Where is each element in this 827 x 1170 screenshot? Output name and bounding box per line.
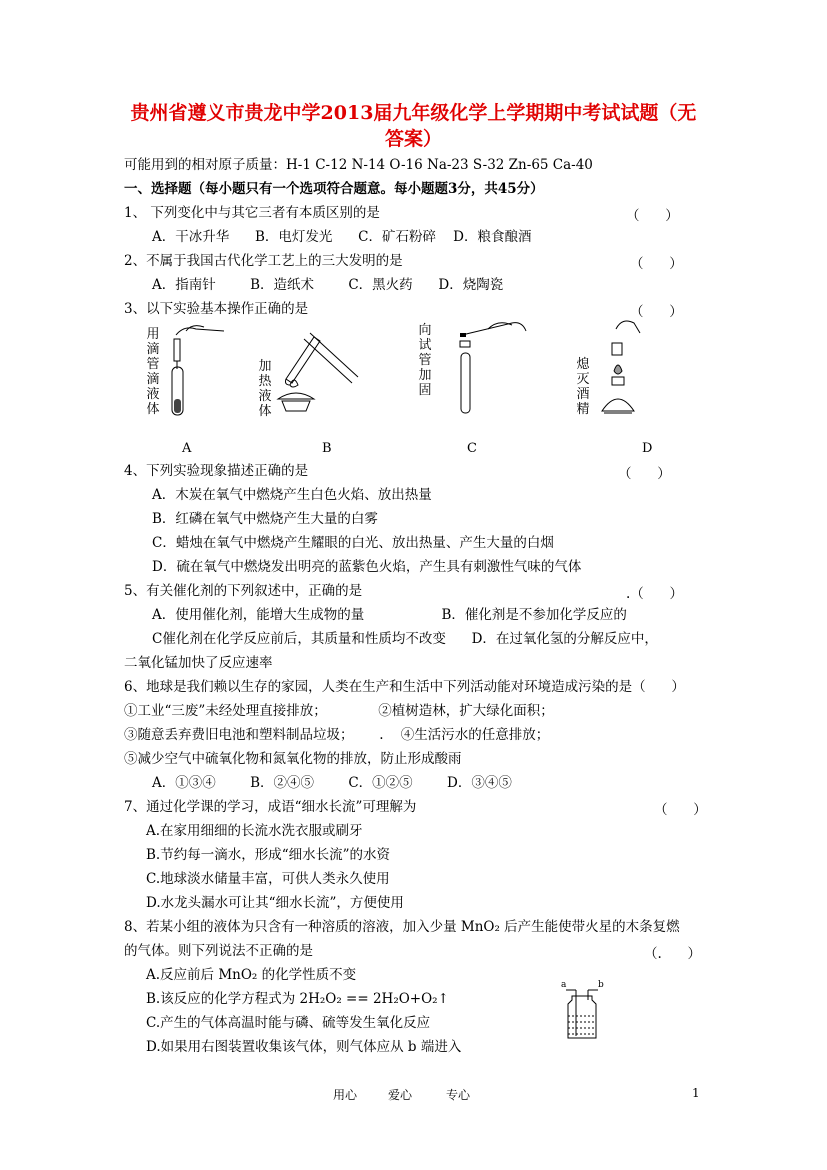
fig-b-label: 加热液体: [258, 359, 272, 419]
q8-option-a: A.反应前后 MnO₂ 的化学性质不变: [146, 967, 357, 983]
section-heading: 一、选择题（每小题只有一个选项符合题意。每小题题3分，共45分）: [124, 181, 544, 197]
q4-option-d: D．硫在氧气中燃烧发出明亮的蓝紫色火焰，产生具有刺激性气味的气体: [152, 559, 582, 575]
q4-option-b: B．红磷在氧气中燃烧产生大量的白雾: [152, 511, 378, 527]
fig-letter-b: B: [322, 441, 332, 456]
fig-d-label: 熄灭酒精: [576, 357, 590, 417]
q3-stem: 3、以下实验基本操作正确的是: [124, 301, 309, 317]
q5-line-2: C催化剂在化学反应前后，其质量和性质均不改变 D．在过氧化氢的分解反应中，: [152, 631, 658, 647]
q2-answer-paren: （ ）: [630, 256, 683, 272]
q5-answer-paren: .（ ）: [626, 586, 684, 602]
q4-answer-paren: （ ）: [618, 466, 671, 482]
fig-letter-d: D: [642, 441, 653, 456]
q3-answer-paren: （ ）: [630, 304, 683, 320]
q1-stem: 1、 下列变化中与其它三者有本质区别的是: [124, 205, 380, 221]
atomic-mass: 可能用到的相对原子质量：H-1 C-12 N-14 O-16 Na-23 S-32 Zn-65 Ca-40: [124, 157, 593, 173]
q4-option-c: C．蜡烛在氧气中燃烧产生耀眼的白光、放出热量、产生大量的白烟: [152, 535, 554, 551]
q7-option-d: D.水龙头漏水可让其“细水长流”，方便使用: [146, 895, 404, 911]
q8-option-d: D.如果用右图装置收集该气体，则气体应从 b 端进入: [146, 1039, 462, 1055]
q7-option-b: B.节约每一滴水，形成“细水长流”的水资: [146, 847, 391, 863]
fig-a-label: 用滴管滴液体: [146, 327, 160, 417]
q5-line-1: A．使用催化剂，能增大生成物的量 B．催化剂是不参加化学反应的: [152, 607, 627, 623]
q6-options: A．①③④ B．②④⑤ C．①②⑤ D．③④⑤: [152, 775, 512, 791]
bottle-label-b: b: [598, 980, 604, 990]
footer-text-2: 爱心: [388, 1088, 413, 1102]
q6-stem: 6、地球是我们赖以生存的家园，人类在生产和生活中下列活动能对环境造成污染的是（ ）: [124, 679, 685, 695]
page-title: [100, 100, 727, 152]
bottle-label-a: a: [561, 980, 567, 990]
fig-letter-c: C: [467, 441, 477, 456]
q1-options: A．干冰升华 B．电灯发光 C．矿石粉碎 D．粮食酿酒: [152, 229, 532, 245]
title-line-1: 贵州省遵义市贵龙中学2013届九年级化学上学期期中考试试题（无: [130, 102, 697, 124]
q7-answer-paren: （ ）: [654, 802, 707, 818]
gas-collection-bottle-icon: [562, 986, 602, 1042]
q6-item-line-1: ①工业“三废”未经处理直接排放； ②植树造林，扩大绿化面积；: [124, 703, 554, 719]
page-number: 1: [692, 1086, 700, 1100]
q7-option-a: A.在家用细细的长流水洗衣服或刷牙: [146, 823, 363, 839]
footer-text-1: 用心: [333, 1088, 358, 1102]
q2-options: A．指南针 B．造纸术 C．黑火药 D．烧陶瓷: [152, 277, 504, 293]
heating-test-tube-icon: [274, 319, 364, 419]
fig-c-label: 向试管加固: [418, 323, 432, 398]
q5-stem: 5、有关催化剂的下列叙述中，正确的是: [124, 583, 363, 599]
q6-item-line-2: ③随意丢弃费旧电池和塑料制品垃圾； . ④生活污水的任意排放；: [124, 727, 550, 743]
dropper-test-tube-icon: [164, 319, 234, 419]
q3-figures: [138, 315, 678, 455]
fig-letter-a: A: [182, 441, 192, 456]
adding-solid-tube-icon: [442, 315, 532, 415]
footer-text-3: 专心: [446, 1088, 471, 1102]
q4-stem: 4、下列实验现象描述正确的是: [124, 463, 309, 479]
q4-option-a: A．木炭在氧气中燃烧产生白色火焰、放出热量: [152, 487, 432, 503]
blowing-out-lamp-icon: [598, 315, 658, 425]
q8-stem-1: 8、若某小组的液体为只含有一种溶质的溶液，加入少量 MnO₂ 后产生能使带火星的木条复燃: [124, 919, 680, 935]
q7-stem: 7、通过化学课的学习，成语“细水长流”可理解为: [124, 799, 417, 815]
q8-stem-2: 的气体。则下列说法不正确的是: [124, 943, 313, 959]
q2-stem: 2、不属于我国古代化学工艺上的三大发明的是: [124, 253, 403, 269]
q1-answer-paren: （ ）: [626, 208, 679, 224]
q8-option-b: B.该反应的化学方程式为 2H₂O₂ == 2H₂O+O₂↑: [146, 991, 449, 1007]
q7-option-c: C.地球淡水储量丰富，可供人类永久使用: [146, 871, 390, 887]
q5-line-3: 二氧化锰加快了反应速率: [124, 655, 273, 671]
title-line-2: 答案）: [384, 128, 442, 150]
q8-answer-paren: （. ）: [644, 946, 702, 962]
q6-item-line-3: ⑤减少空气中硫氧化物和氮氧化物的排放，防止形成酸雨: [124, 751, 462, 767]
q8-option-c: C.产生的气体高温时能与磷、硫等发生氧化反应: [146, 1015, 431, 1031]
